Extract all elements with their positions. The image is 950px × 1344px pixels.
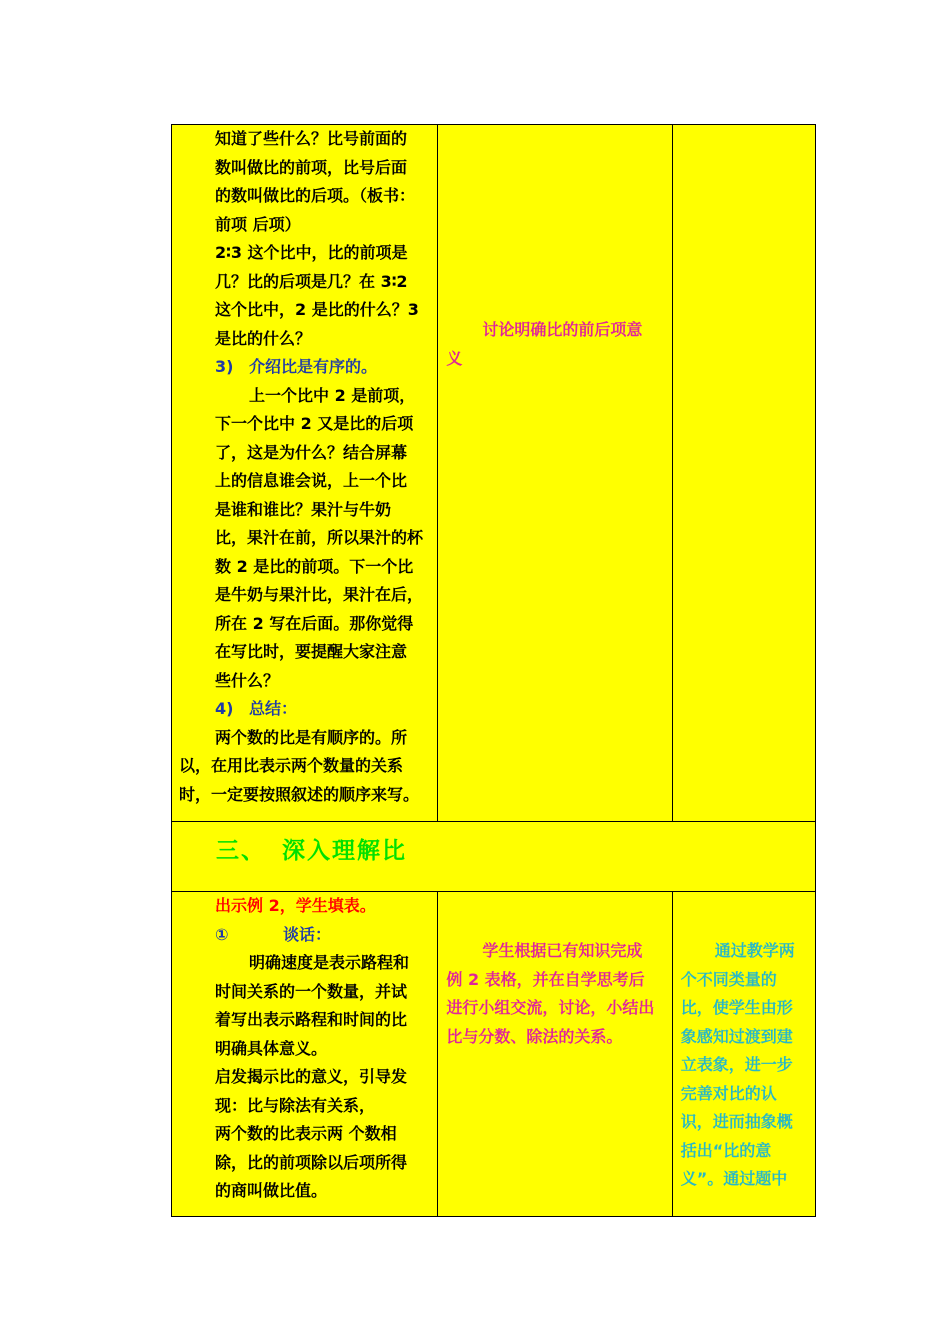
student-activity-cell [438, 892, 672, 1217]
process-cell [172, 892, 438, 1217]
step-number: ① [215, 924, 229, 944]
text-line: 个不同类量的 [680, 969, 777, 989]
text-line: 几？比的后项是几？在 3∶2 [215, 271, 408, 291]
text-line: 义 [446, 348, 463, 368]
text-line: 完善对比的认 [680, 1083, 777, 1103]
text-line: 是比的什么？ [215, 328, 312, 348]
step-number: 3) [215, 357, 234, 376]
text-line: 些什么？ [215, 670, 280, 690]
step-number: 4) [215, 699, 234, 718]
text-line: 例 2 表格，并在自学思考后 [446, 969, 645, 989]
design-intent-cell [672, 892, 815, 1217]
text-line: 通过教学两 [714, 941, 795, 960]
text-line: 着写出表示路程和时间的比 [215, 1010, 408, 1029]
step-text: 总结： [249, 699, 298, 718]
text-line: 比，果汁在前，所以果汁的杯 [215, 528, 424, 547]
text-line: 明确具体意义。 [215, 1038, 328, 1058]
text-line: 了，这是为什么？结合屏幕 [215, 442, 408, 462]
text-line: 是牛奶与果汁比，果汁在后， [215, 585, 424, 604]
design-intent-cell [672, 125, 815, 822]
text-line: 时间关系的一个数量，并试 [215, 981, 408, 1001]
process-cell [172, 125, 438, 822]
step-text: 介绍比是有序的。 [249, 357, 378, 376]
text-line: 象感知过渡到建 [680, 1026, 793, 1046]
text-line: 前项 后项） [215, 214, 301, 234]
text-line: 是谁和谁比？果汁与牛奶 [215, 499, 392, 519]
text-line: 立表象，进一步 [680, 1055, 793, 1074]
text-line: 识，进而抽象概 [680, 1112, 793, 1131]
text-line: 的商叫做比值。 [215, 1181, 328, 1200]
text-line: 在写比时，要提醒大家注意 [215, 642, 408, 661]
text-line: 学生根据已有知识完成 [482, 941, 643, 960]
section-number: 三、 [216, 838, 266, 864]
lesson-plan-table [171, 124, 816, 1217]
student-activity-cell [438, 125, 672, 822]
text-line: 启发揭示比的意义，引导发 [215, 1067, 408, 1086]
section-title: 深入理解比 [282, 838, 407, 864]
text-line: 现：比与除法有关系， [215, 1095, 376, 1115]
text-line: 知道了些什么？比号前面的 [215, 129, 408, 148]
text-line: 讨论明确比的前后项意 [482, 320, 643, 339]
text-line: 下一个比中 2 又是比的后项 [215, 414, 414, 433]
text-line: 时，一定要按照叙述的顺序来写。 [179, 784, 420, 804]
text-line: 以，在用比表示两个数量的关系 [179, 756, 404, 775]
text-line: 这个比中，2 是比的什么？3 [215, 300, 419, 319]
section-heading-cell [172, 822, 816, 892]
text-line: 进行小组交流，讨论，小结出 [446, 998, 655, 1017]
step-3-heading [215, 353, 429, 382]
section-row [172, 822, 816, 892]
text-line: 上的信息谁会说，上一个比 [215, 471, 408, 490]
text-line: 括出“比的意 [680, 1140, 772, 1160]
text-line: 义”。通过题中 [680, 1169, 788, 1188]
step-4-heading [215, 695, 429, 724]
step-text: 谈话： [283, 924, 332, 944]
text-line: 比与分数、除法的关系。 [446, 1026, 623, 1046]
text-line: 所在 2 写在后面。那你觉得 [215, 613, 414, 633]
text-line: 除，比的前项除以后项所得 [215, 1152, 408, 1172]
text-line: 上一个比中 2 是前项， [249, 385, 416, 405]
text-line: 2∶3 这个比中，比的前项是 [215, 243, 408, 262]
table-row [172, 125, 816, 822]
table-row [172, 892, 816, 1217]
text-line: 的数叫做比的后项。（板书： [215, 186, 416, 205]
step-1-heading [215, 921, 429, 950]
section-heading [172, 822, 815, 865]
text-line: 两个数的比表示两 个数相 [215, 1124, 397, 1143]
text-line: 明确速度是表示路程和 [249, 953, 410, 972]
text-line: 数叫做比的前项，比号后面 [215, 157, 408, 177]
text-line: 比，使学生由形 [680, 998, 793, 1017]
text-line: 两个数的比是有顺序的。所 [215, 727, 408, 747]
example-line: 出示例 2，学生填表。 [215, 896, 376, 915]
text-line: 数 2 是比的前项。下一个比 [215, 556, 414, 576]
